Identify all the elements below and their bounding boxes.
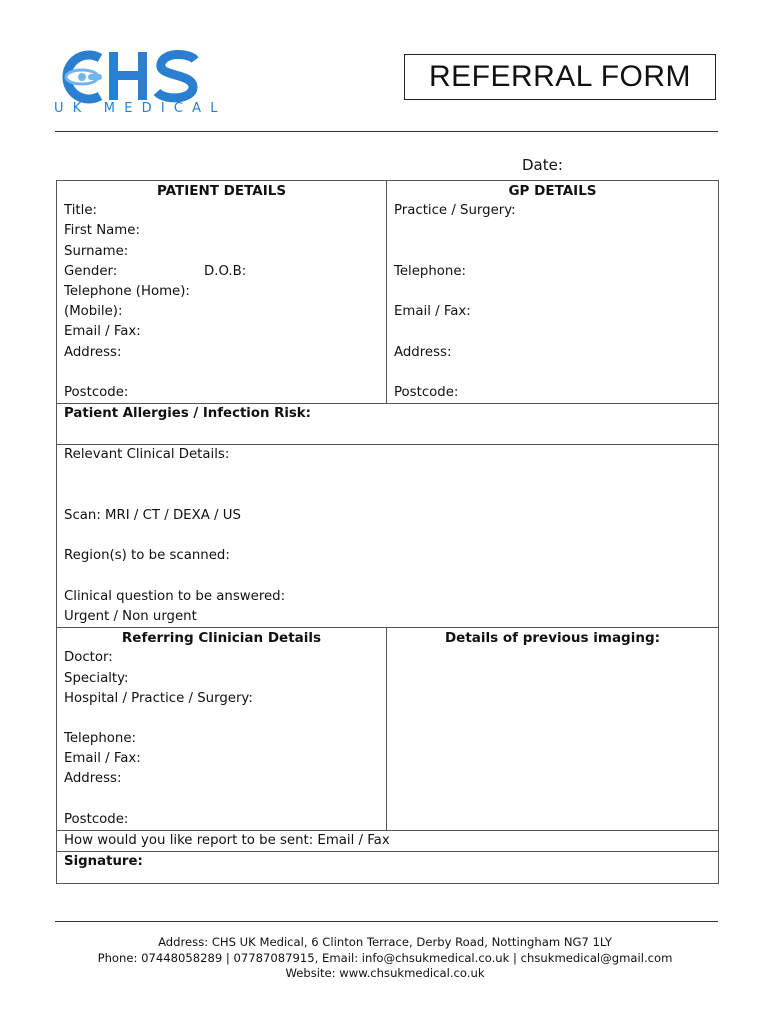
form-title-box — [404, 54, 716, 100]
gp-spacer — [387, 221, 718, 241]
gp-address-field[interactable]: Address: — [394, 344, 452, 360]
referring-clinician-heading: Referring Clinician Details — [121, 630, 322, 647]
patient-dob-field[interactable]: D.O.B: — [204, 263, 247, 279]
clinician-postcode-field[interactable]: Postcode: — [64, 811, 129, 827]
gp-email-fax-field[interactable]: Email / Fax: — [394, 304, 471, 320]
gp-details-heading: GP DETAILS — [508, 183, 597, 199]
patient-postcode-field[interactable]: Postcode: — [64, 384, 129, 400]
clinician-doctor-field[interactable]: Doctor: — [64, 650, 113, 666]
allergies-row — [57, 404, 718, 445]
signature-field[interactable]: Signature: — [64, 854, 143, 870]
footer-divider — [55, 921, 718, 922]
signature-row — [57, 852, 718, 883]
gp-spacer — [387, 282, 718, 302]
patient-address-field[interactable]: Address: — [64, 344, 122, 360]
gp-telephone-field[interactable]: Telephone: — [394, 263, 467, 279]
clinician-specialty-field[interactable]: Specialty: — [64, 670, 129, 686]
urgency-field[interactable]: Urgent / Non urgent — [64, 608, 197, 624]
clinician-telephone-field[interactable]: Telephone: — [64, 731, 137, 747]
clinical-spacer — [57, 466, 718, 486]
previous-imaging-section — [387, 628, 718, 830]
clinician-address-field[interactable]: Address: — [64, 771, 122, 787]
patient-gender-dob-line — [57, 262, 386, 282]
footer-phone-email: Phone: 07448058289 | 07787087915, Email: info@chsukmedical.co.uk | chsukmedical@gmail.com — [97, 950, 673, 965]
clinician-spacer — [57, 790, 386, 810]
patient-details-section — [57, 181, 387, 403]
clinical-question-field[interactable]: Clinical question to be answered: — [64, 588, 286, 604]
header-divider — [55, 131, 718, 132]
patient-telephone-home-field[interactable]: Telephone (Home): — [64, 283, 190, 299]
form-title: REFERRAL FORM — [428, 60, 692, 93]
regions-to-scan-field[interactable]: Region(s) to be scanned: — [64, 548, 230, 564]
clinical-spacer — [57, 567, 718, 587]
clinical-spacer — [57, 526, 718, 546]
allergies-field[interactable]: Patient Allergies / Infection Risk: — [64, 406, 311, 422]
logo-tagline: UK MEDICAL — [54, 101, 227, 116]
scan-type-field[interactable]: Scan: MRI / CT / DEXA / US — [64, 508, 241, 523]
patient-surname-field[interactable]: Surname: — [64, 243, 129, 259]
patient-title-field[interactable]: Title: — [64, 203, 97, 219]
patient-first-name-field[interactable]: First Name: — [64, 223, 140, 239]
gp-practice-field[interactable]: Practice / Surgery: — [394, 203, 516, 219]
patient-details-heading: PATIENT DETAILS — [156, 183, 287, 199]
gp-spacer — [387, 322, 718, 342]
date-label: Date: — [522, 156, 563, 174]
previous-imaging-field[interactable]: Details of previous imaging: — [444, 630, 661, 647]
gp-postcode-field[interactable]: Postcode: — [394, 384, 459, 400]
allergies-space — [57, 424, 718, 444]
patient-mobile-field[interactable]: (Mobile): — [64, 304, 123, 320]
relevant-clinical-details-field[interactable]: Relevant Clinical Details: — [64, 447, 230, 463]
gp-spacer — [387, 363, 718, 383]
patient-gp-row — [57, 181, 718, 404]
referring-clinician-section — [57, 628, 387, 830]
referral-table — [56, 180, 719, 884]
footer-address: Address: CHS UK Medical, 6 Clinton Terrace, Derby Road, Nottingham NG7 1LY — [158, 935, 612, 949]
clinical-spacer — [57, 486, 718, 506]
footer — [0, 935, 770, 982]
clinician-imaging-row — [57, 628, 718, 831]
patient-address-space — [57, 363, 386, 383]
footer-website: Website: www.chsukmedical.co.uk — [285, 966, 485, 980]
signature-space — [57, 872, 718, 883]
report-method-field[interactable]: How would you like report to be sent: Email / Fax — [64, 833, 390, 848]
clinician-email-fax-field[interactable]: Email / Fax: — [64, 751, 141, 767]
clinician-hospital-field[interactable]: Hospital / Practice / Surgery: — [64, 690, 253, 706]
clinician-spacer — [57, 709, 386, 729]
gp-spacer — [387, 242, 718, 262]
report-method-row — [57, 831, 718, 852]
patient-email-fax-field[interactable]: Email / Fax: — [64, 324, 141, 340]
patient-gender-field[interactable]: Gender: — [64, 263, 118, 279]
gp-details-section — [387, 181, 718, 403]
clinical-row — [57, 445, 718, 628]
